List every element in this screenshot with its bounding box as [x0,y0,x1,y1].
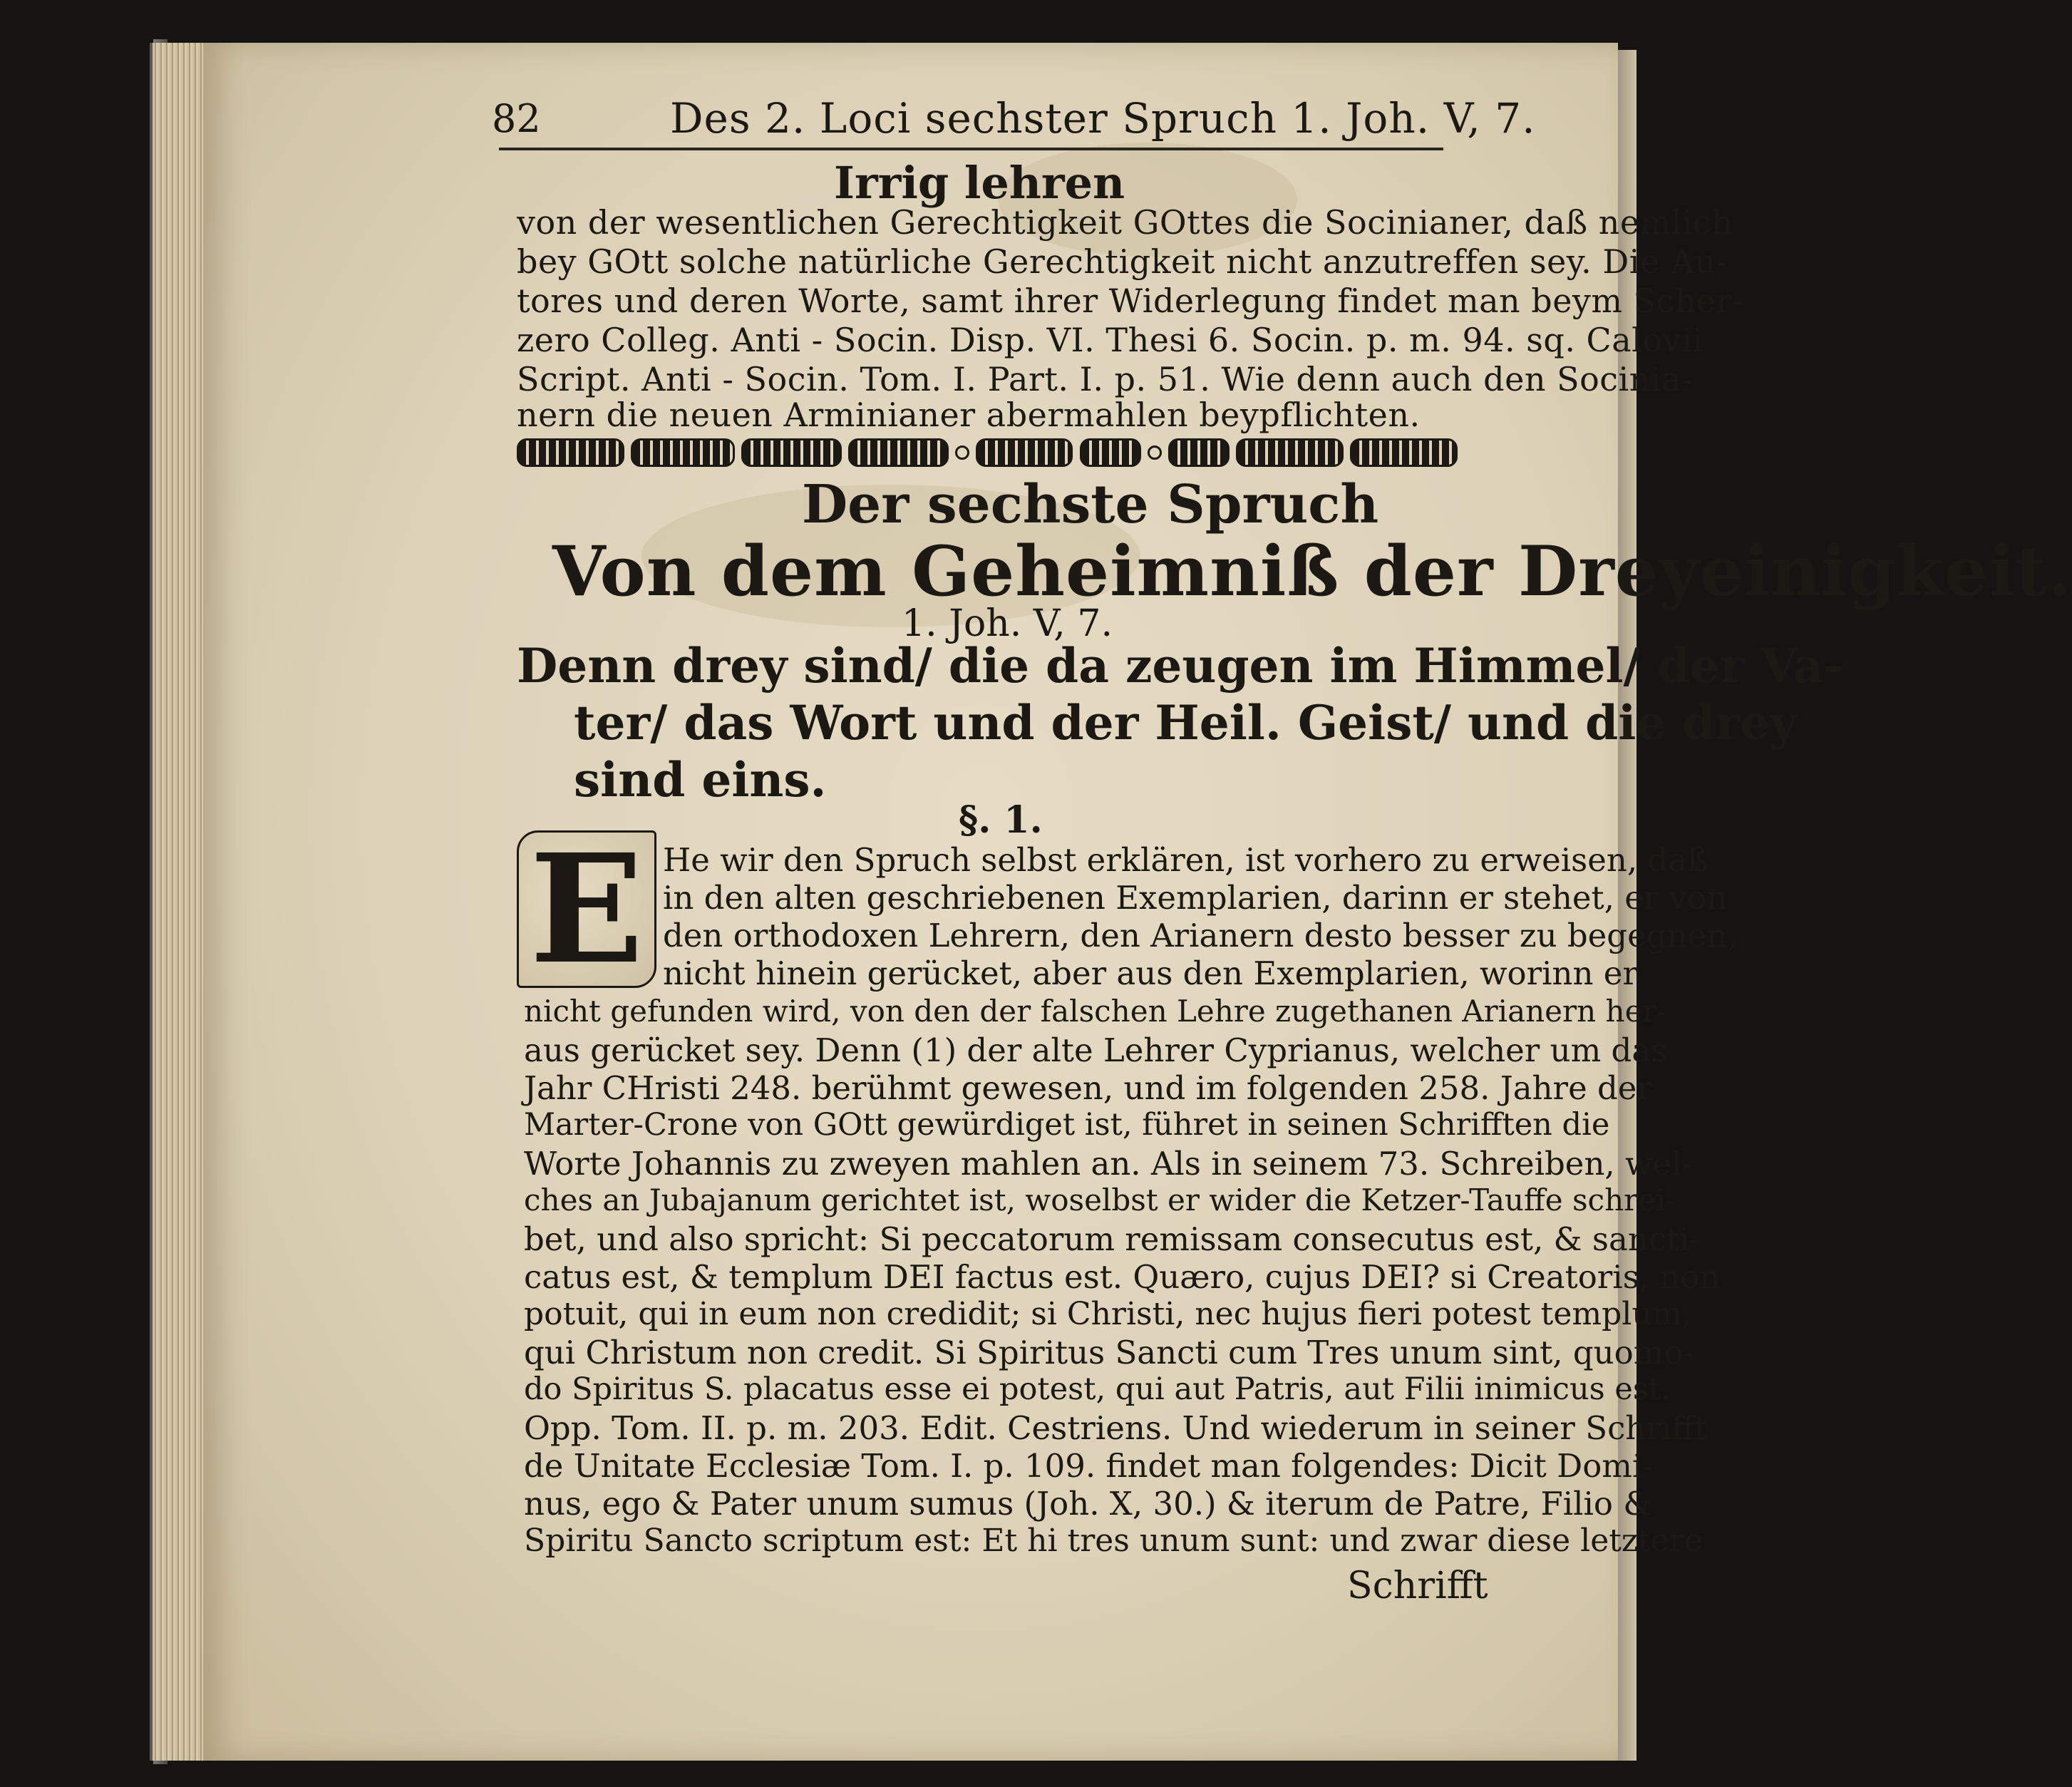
ornament-piece [976,438,1073,467]
irrig-line: zero Colleg. Anti - Socin. Disp. VI. Thesi 6. Socin. p. m. 94. sq. Calovii [517,321,1704,359]
body-line: Worte Johannis zu zweyen mahlen an. Als in seinem 73. Schreiben, wel- [524,1145,1693,1183]
catchword: Schrifft [1347,1565,1488,1607]
body-line: in den alten geschriebenen Exemplarien, darinn er stehet, er von [663,879,1728,917]
verse-line: ter/ das Wort und der Heil. Geist/ und die drey [574,695,1798,751]
ornament-piece [741,438,842,467]
ornament-dot [955,446,969,460]
bible-reference: 1. Joh. V, 7. [902,602,1113,645]
irrig-line: von der wesentlichen Gerechtigkeit GOttes die Socinianer, daß nemlich [517,203,1733,242]
ornament-piece [517,438,624,467]
ornament-piece [1168,438,1230,467]
ornament-piece [1236,438,1344,467]
body-line: Jahr CHristi 248. berühmt gewesen, und im folgenden 258. Jahre der [524,1069,1652,1107]
drop-cap-initial: E [517,830,656,988]
body-line: ches an Jubajanum gerichtet ist, woselbst er wider die Ketzer-Tauffe schrei- [524,1183,1676,1217]
body-line: bet, und also spricht: Si peccatorum remissam consecutus est, & sancti- [524,1220,1701,1258]
page-number: 82 [492,96,541,141]
body-line: aus gerücket sey. Denn (1) der alte Lehrer Cyprianus, welcher um das [524,1031,1668,1069]
ornament-band [517,435,1458,470]
body-line: nicht hinein gerücket, aber aus den Exemplarien, worinn er [663,954,1638,992]
irrig-line: Script. Anti - Socin. Tom. I. Part. I. p. 51. Wie denn auch den Socinia- [517,360,1694,398]
ornament-piece [631,438,735,467]
body-line: potuit, qui in eum non credidit; si Christi, nec hujus fieri potest templum, [524,1296,1692,1332]
body-line: do Spiritus S. placatus esse ei potest, qui aut Patris, aut Filii inimicus est. [524,1371,1671,1407]
ornament-piece [848,438,949,467]
page-stack-edge [150,43,210,1761]
section-subtitle: Von dem Geheimniß der Dreyeinigkeit. [552,531,2072,612]
body-line: qui Christum non credit. Si Spiritus Sancti cum Tres unum sint, quomo- [524,1334,1694,1371]
verse-line: Denn drey sind/ die da zeugen im Himmel/ der Va- [517,638,1843,694]
ornament-dot [1148,446,1162,460]
body-line: Spiritu Sancto scriptum est: Et hi tres unum sunt: und zwar diese letztere [524,1523,1703,1559]
body-line: He wir den Spruch selbst erklären, ist vorhero zu erweisen, daß [663,841,1709,879]
irrig-line: nern die neuen Arminianer abermahlen beypflichten. [517,396,1421,434]
irrig-heading: Irrig lehren [834,157,1125,209]
body-line: Opp. Tom. II. p. m. 203. Edit. Cestriens. Und wiederum in seiner Schrifft [524,1409,1708,1447]
body-line: nus, ego & Pater unum sumus (Joh. X, 30.) & iterum de Patre, Filio & [524,1485,1652,1523]
irrig-line: tores und deren Worte, samt ihrer Widerlegung findet man beym Scher- [517,282,1744,320]
section-mark: §. 1. [959,798,1043,842]
ornament-piece [1080,438,1141,467]
section-title: Der sechste Spruch [802,474,1379,535]
body-line: Marter-Crone von GOtt gewürdiget ist, führet in seinen Schrifften die [524,1107,1610,1143]
body-line: de Unitate Ecclesiæ Tom. I. p. 109. findet man folgendes: Dicit Domi- [524,1447,1654,1485]
body-line: nicht gefunden wird, von den der falschen Lehre zugethanen Arianern her- [524,994,1667,1029]
ornament-piece [1350,438,1458,467]
running-title: Des 2. Loci sechster Spruch 1. Joh. V, 7. [670,94,1536,143]
verse-line: sind eins. [574,752,827,808]
body-line: catus est, & templum DEI factus est. Quæro, cujus DEI? si Creatoris, non [524,1258,1721,1296]
irrig-line: bey GOtt solche natürliche Gerechtigkeit nicht anzutreffen sey. Die Au- [517,242,1728,281]
body-line: den orthodoxen Lehrern, den Arianern desto besser zu begegnen, [663,917,1738,954]
